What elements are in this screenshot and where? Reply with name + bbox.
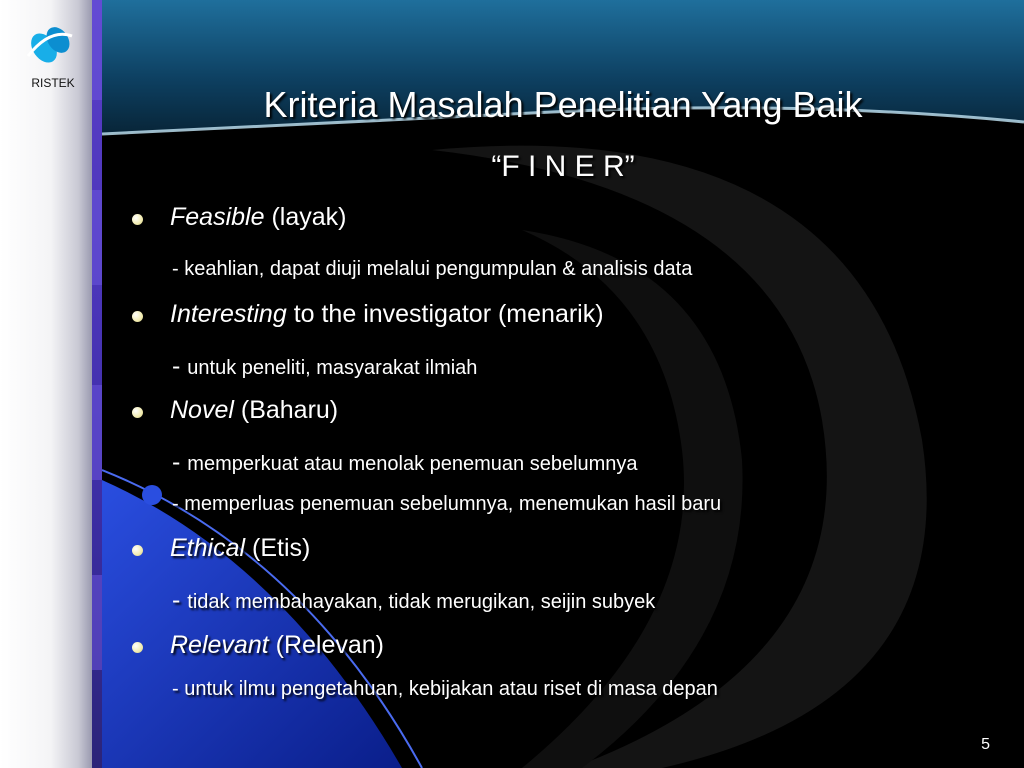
sub-dash: - xyxy=(172,448,188,476)
sub-text: memperkuat atau menolak penemuan sebelumnya xyxy=(187,453,638,475)
sub-text: tidak membahayakan, tidak merugikan, seijin subyek xyxy=(187,591,656,613)
bullet-rest: (Relevan) xyxy=(268,631,384,659)
sub-text: untuk ilmu pengetahuan, kebijakan atau riset di masa depan xyxy=(184,678,718,700)
sub-dash: - xyxy=(172,678,185,700)
slide-stage xyxy=(102,0,1024,768)
purple-band xyxy=(92,0,102,768)
sub-text: memperluas penemuan sebelumnya, menemukan hasil baru xyxy=(184,493,722,515)
bullet-dot-icon xyxy=(132,545,143,556)
sub-text: keahlian, dapat diuji melalui pengumpulan & analisis data xyxy=(184,258,693,280)
bullet-rest: to the investigator (menarik) xyxy=(286,300,604,328)
bullet-rest: (Etis) xyxy=(245,534,311,562)
bullet-dot-icon xyxy=(132,214,143,225)
bullet-term: Interesting xyxy=(170,300,287,328)
left-strip xyxy=(0,0,92,768)
bullet-term: Feasible xyxy=(170,203,265,231)
bullet-dot-icon xyxy=(132,642,143,653)
sub-text: untuk peneliti, masyarakat ilmiah xyxy=(187,357,478,379)
bullet-dot-icon xyxy=(132,407,143,418)
slide-title: Kriteria Masalah Penelitian Yang Baik xyxy=(263,84,863,125)
bullet-rest: (layak) xyxy=(264,203,347,231)
bullet-rest: (Baharu) xyxy=(233,396,339,424)
sub-item xyxy=(172,352,477,381)
bullet-term: Novel xyxy=(170,396,234,424)
ristek-logo-icon xyxy=(20,18,80,78)
page-number: 5 xyxy=(981,736,990,753)
sub-item xyxy=(172,258,692,281)
bullet-term: Ethical xyxy=(170,534,246,562)
sub-item xyxy=(172,678,718,701)
sub-dash: - xyxy=(172,586,188,614)
logo-label: RISTEK xyxy=(31,76,75,90)
bullet-term: Relevant xyxy=(170,631,269,659)
sub-item xyxy=(172,448,638,477)
sub-dash: - xyxy=(172,258,185,280)
sub-dash: - xyxy=(172,352,188,380)
bullet-dot-icon xyxy=(132,311,143,322)
sub-item xyxy=(172,493,721,516)
sub-item xyxy=(172,586,655,615)
slide-subtitle: “F I N E R” xyxy=(491,150,635,183)
sub-dash: - xyxy=(172,493,185,515)
